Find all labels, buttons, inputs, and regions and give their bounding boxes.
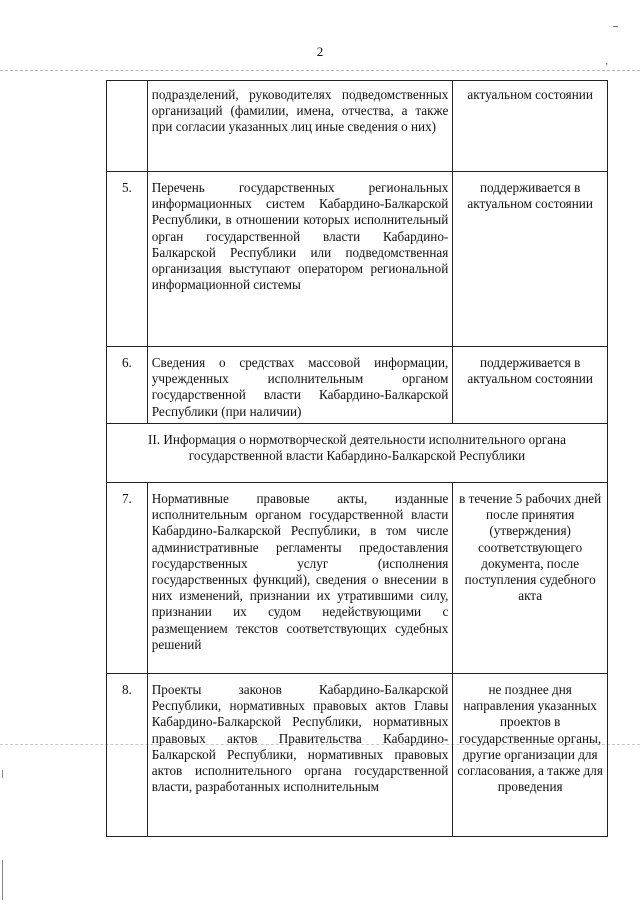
row-number: 5. (107, 172, 148, 347)
row-content: Проекты законов Кабардино-Балкарской Республики, нормативных правовых актов Главы Кабардино-Балкарской Республики, нормативных правовых актов Правительства Кабардино-Балкарской Республики, нормативных правовых актов исполнительного органа государственной власти, разработанных исполнительным (147, 674, 453, 837)
row-content: Перечень государственных региональных информационных систем Кабардино-Балкарской Республики, в отношении которых исполнительный орган государственной власти Кабардино-Балкарской Республики или подведомственная организация выступают оператором региональной информационной системы (147, 172, 453, 347)
scan-edge-mark (2, 770, 3, 778)
row-term: не позднее дня направления указанных проектов в государственные органы, другие организации для согласования, а также для проведения (453, 674, 608, 837)
table-row (107, 674, 608, 837)
section-heading: II. Информация о нормотворческой деятельности исполнительного органа государственной власти Кабардино-Балкарской Республики (107, 424, 608, 483)
scan-tick-mark: , (605, 56, 608, 67)
section-heading-row (107, 424, 608, 483)
row-number (107, 81, 148, 172)
row-number: 7. (107, 483, 148, 674)
scan-artifact-line-top (0, 70, 640, 71)
row-term: поддерживается в актуальном состоянии (453, 347, 608, 424)
row-term: поддерживается в актуальном состоянии (453, 172, 608, 347)
table-row (107, 172, 608, 347)
table-row (107, 483, 608, 674)
row-term: в течение 5 рабочих дней после принятия (утверждения) соответствующего документа, после поступления судебного акта (453, 483, 608, 674)
row-number: 6. (107, 347, 148, 424)
row-content: Сведения о средствах массовой информации, учрежденных исполнительным органом государственной власти Кабардино-Балкарской Республики (при наличии) (147, 347, 453, 424)
row-content: Нормативные правовые акты, изданные исполнительным органом государственной власти Кабардино-Балкарской Республики, в том числе административные регламенты предоставления государственных услуг (исполнения государственных функций), сведения о внесении в них изменений, признании их утратившими силу, признании их судом недействующими с размещением текстов соответствующих судебных решений (147, 483, 453, 674)
scan-edge-mark (2, 860, 3, 900)
row-content: подразделений, руководителях подведомственных организаций (фамилии, имена, отчества, а также при согласии указанных лиц иные сведения о них) (147, 81, 453, 172)
table-row (107, 347, 608, 424)
row-number: 8. (107, 674, 148, 837)
page-number: 2 (316, 44, 324, 59)
scan-corner-mark (613, 26, 618, 27)
document-table (106, 80, 608, 837)
table-row (107, 81, 608, 172)
row-term: актуальном состоянии (453, 81, 608, 172)
